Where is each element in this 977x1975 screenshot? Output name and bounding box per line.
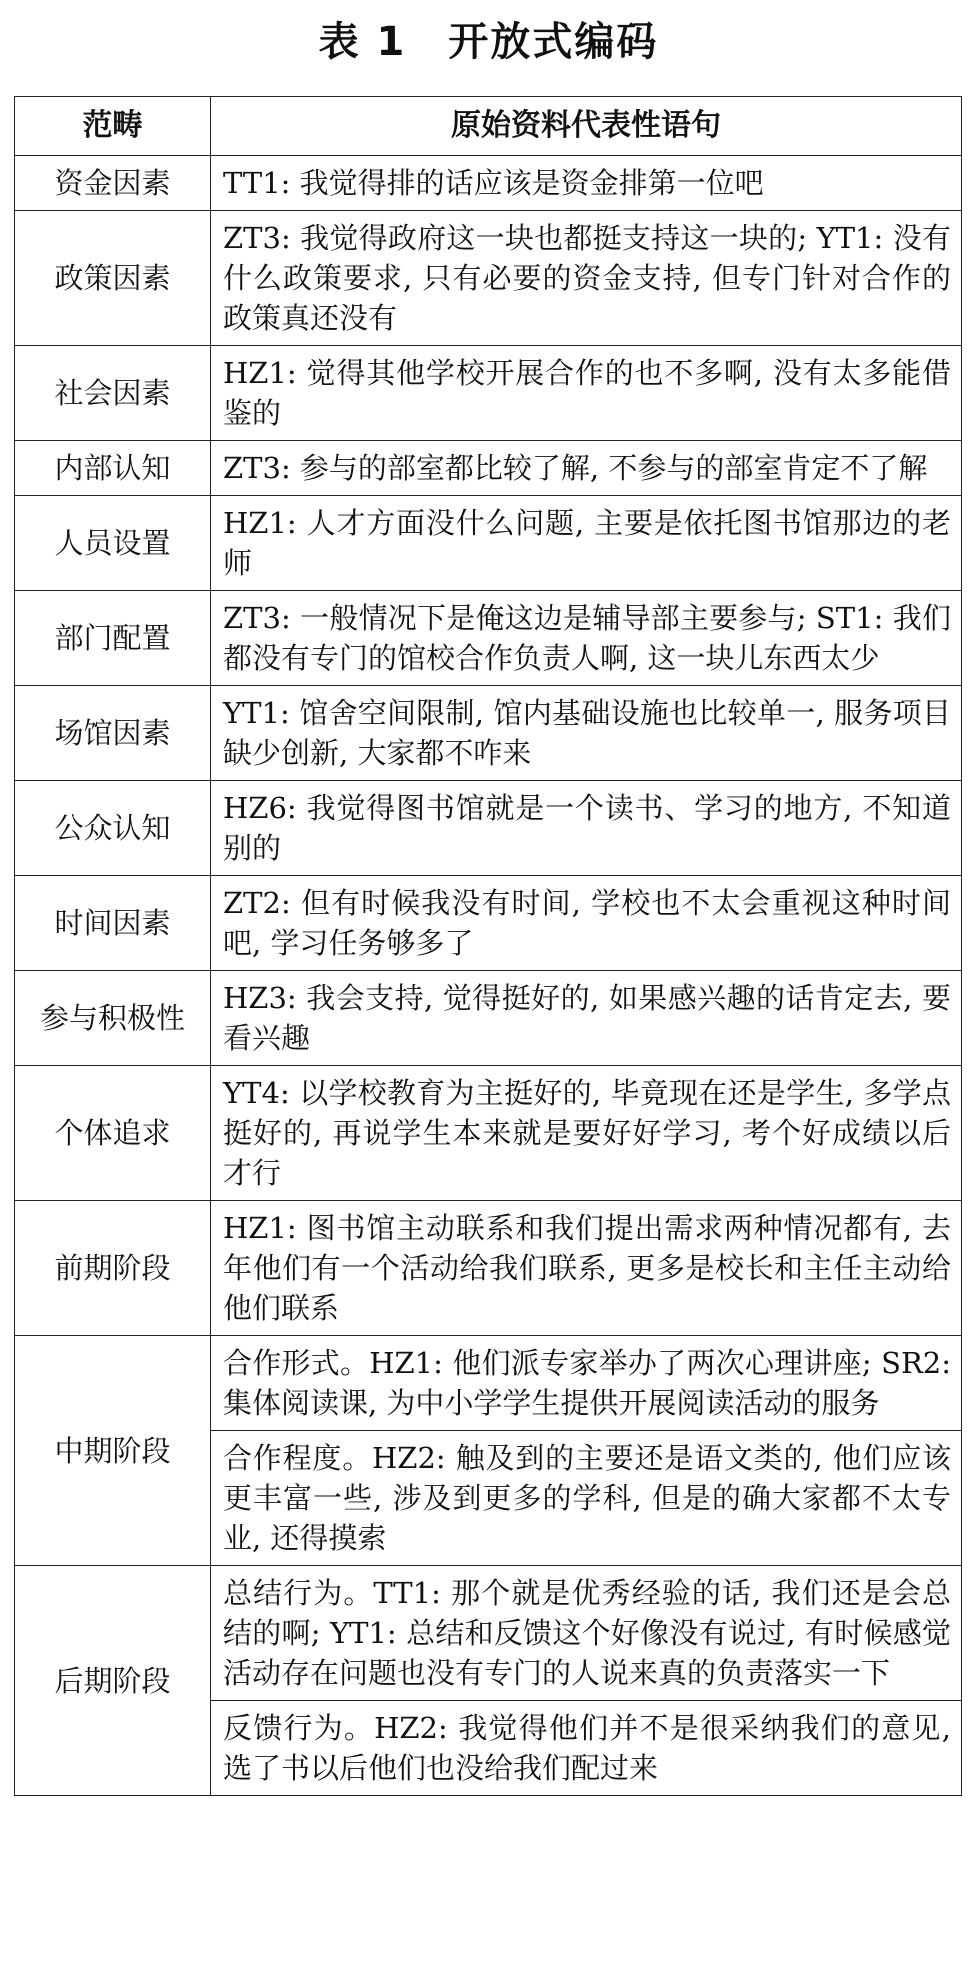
table-row bbox=[15, 346, 962, 441]
table-body bbox=[15, 156, 962, 1796]
category-cell: 公众认知 bbox=[15, 781, 211, 876]
quote-cell: YT1: 馆舍空间限制, 馆内基础设施也比较单一, 服务项目缺少创新, 大家都不咋来 bbox=[211, 686, 962, 781]
table-row bbox=[15, 496, 962, 591]
column-header-quote: 原始资料代表性语句 bbox=[211, 97, 962, 156]
table-title: 表 1 开放式编码 bbox=[318, 19, 659, 65]
table-row bbox=[15, 876, 962, 971]
quote-cell: ZT3: 参与的部室都比较了解, 不参与的部室肯定不了解 bbox=[211, 441, 962, 496]
table-row bbox=[15, 1066, 962, 1201]
quote-cell: ZT2: 但有时候我没有时间, 学校也不太会重视这种时间吧, 学习任务够多了 bbox=[211, 876, 962, 971]
table-row bbox=[15, 156, 962, 211]
category-cell: 部门配置 bbox=[15, 591, 211, 686]
quote-cell: ZT3: 我觉得政府这一块也都挺支持这一块的; YT1: 没有什么政策要求, 只有必要的资金支持, 但专门针对合作的政策真还没有 bbox=[211, 211, 962, 346]
quote-cell: YT4: 以学校教育为主挺好的, 毕竟现在还是学生, 多学点挺好的, 再说学生本来就是要好好学习, 考个好成绩以后才行 bbox=[211, 1066, 962, 1201]
table-row bbox=[15, 211, 962, 346]
quote-cell: HZ1: 图书馆主动联系和我们提出需求两种情况都有, 去年他们有一个活动给我们联系, 更多是校长和主任主动给他们联系 bbox=[211, 1201, 962, 1336]
category-cell: 内部认知 bbox=[15, 441, 211, 496]
quote-cell: HZ1: 觉得其他学校开展合作的也不多啊, 没有太多能借鉴的 bbox=[211, 346, 962, 441]
category-cell: 前期阶段 bbox=[15, 1201, 211, 1336]
quote-cell: 合作程度。HZ2: 触及到的主要还是语文类的, 他们应该更丰富一些, 涉及到更多的学科, 但是的确大家都不太专业, 还得摸索 bbox=[211, 1431, 962, 1566]
table-row bbox=[15, 781, 962, 876]
quote-cell: 总结行为。TT1: 那个就是优秀经验的话, 我们还是会总结的啊; YT1: 总结和反馈这个好像没有说过, 有时候感觉活动存在问题也没有专门的人说来真的负责落实一下 bbox=[211, 1566, 962, 1701]
category-cell: 资金因素 bbox=[15, 156, 211, 211]
quote-cell: 合作形式。HZ1: 他们派专家举办了两次心理讲座; SR2: 集体阅读课, 为中小学学生提供开展阅读活动的服务 bbox=[211, 1336, 962, 1431]
category-cell: 中期阶段 bbox=[15, 1336, 211, 1566]
quote-cell: 反馈行为。HZ2: 我觉得他们并不是很采纳我们的意见, 选了书以后他们也没给我们配过来 bbox=[211, 1701, 962, 1796]
category-cell: 时间因素 bbox=[15, 876, 211, 971]
category-cell: 参与积极性 bbox=[15, 971, 211, 1066]
category-cell: 政策因素 bbox=[15, 211, 211, 346]
quote-cell: TT1: 我觉得排的话应该是资金排第一位吧 bbox=[211, 156, 962, 211]
category-cell: 场馆因素 bbox=[15, 686, 211, 781]
table-row bbox=[15, 1201, 962, 1336]
quote-cell: HZ6: 我觉得图书馆就是一个读书、学习的地方, 不知道别的 bbox=[211, 781, 962, 876]
category-cell: 个体追求 bbox=[15, 1066, 211, 1201]
table-row bbox=[15, 1566, 962, 1701]
table-header-row bbox=[15, 97, 962, 156]
quote-cell: HZ3: 我会支持, 觉得挺好的, 如果感兴趣的话肯定去, 要看兴趣 bbox=[211, 971, 962, 1066]
open-coding-table bbox=[14, 96, 962, 1796]
quote-cell: HZ1: 人才方面没什么问题, 主要是依托图书馆那边的老师 bbox=[211, 496, 962, 591]
table-row bbox=[15, 971, 962, 1066]
category-cell: 人员设置 bbox=[15, 496, 211, 591]
column-header-category: 范畴 bbox=[15, 97, 211, 156]
quote-cell: ZT3: 一般情况下是俺这边是辅导部主要参与; ST1: 我们都没有专门的馆校合作负责人啊, 这一块儿东西太少 bbox=[211, 591, 962, 686]
table-row bbox=[15, 441, 962, 496]
category-cell: 社会因素 bbox=[15, 346, 211, 441]
category-cell: 后期阶段 bbox=[15, 1566, 211, 1796]
table-row bbox=[15, 591, 962, 686]
table-row bbox=[15, 1336, 962, 1431]
table-row bbox=[15, 686, 962, 781]
